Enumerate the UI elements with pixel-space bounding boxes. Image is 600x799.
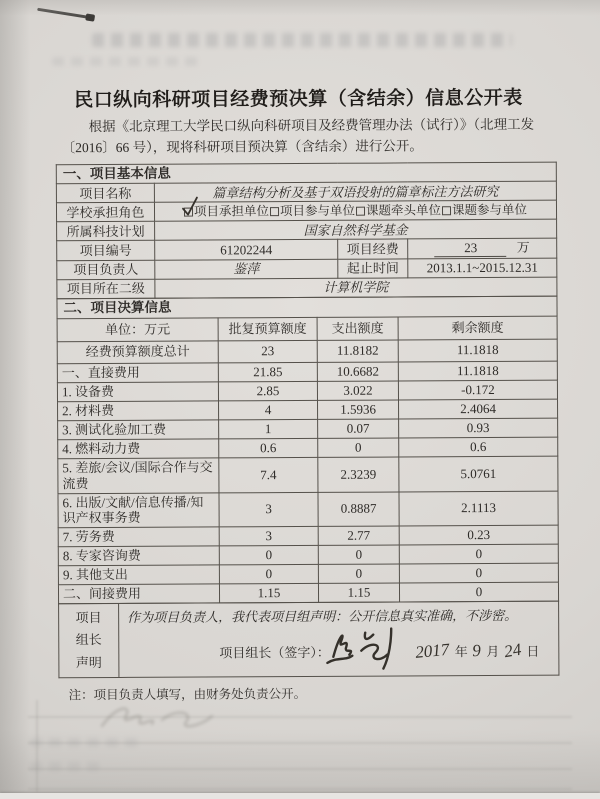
- row-school-role: [56, 201, 556, 223]
- row-label: 8. 专家咨询费: [58, 546, 219, 566]
- checkbox-unchecked: [270, 207, 279, 216]
- cell-spent: 0: [318, 564, 399, 583]
- cell-remaining: 0: [399, 563, 558, 583]
- role-option-label: 项目承担单位: [193, 204, 270, 219]
- cell-remaining: 2.1113: [399, 491, 558, 527]
- declaration-label: [59, 604, 119, 678]
- cell-approved: 0.6: [219, 438, 318, 458]
- project-funds-label: 项目经费: [338, 239, 408, 259]
- role-option-topic-lead: [356, 203, 441, 219]
- school-role-label: 学校承担角色: [56, 203, 154, 223]
- cell-approved: 2.85: [218, 381, 317, 401]
- cell-spent: 0: [318, 438, 399, 457]
- cell-spent: 1.5936: [318, 400, 399, 419]
- cell-spent: 2.77: [318, 526, 399, 545]
- project-name-label: 项目名称: [56, 184, 154, 204]
- row-label: 一、直接费用: [57, 363, 218, 383]
- budget-row-materials: [58, 399, 558, 421]
- cell-spent: 3.022: [317, 381, 398, 400]
- budget-row-equipment: [57, 380, 557, 402]
- funds-unit: 万: [516, 240, 530, 256]
- cell-remaining: 0: [399, 582, 558, 602]
- funds-amount: 23: [435, 240, 507, 257]
- year-suffix: 年: [454, 643, 468, 659]
- project-funds-value: [408, 239, 557, 260]
- cell-approved: 7.4: [219, 457, 318, 492]
- declaration-label-line: 声明: [75, 655, 102, 671]
- cell-remaining: 0.6: [399, 437, 558, 457]
- budget-row-direct: [57, 361, 557, 383]
- section2-header-row: [57, 296, 557, 318]
- col-spent: 支出额度: [317, 317, 398, 340]
- period-value: 2013.1.1~2015.12.31: [408, 258, 557, 278]
- project-number-label: 项目编号: [57, 241, 155, 261]
- role-option-undertaker: [184, 204, 269, 220]
- budget-row-total: [57, 339, 557, 364]
- month-suffix: 月: [486, 643, 500, 659]
- cell-remaining: 11.1818: [398, 361, 557, 381]
- cell-remaining: -0.172: [398, 380, 557, 400]
- handwritten-date: [416, 640, 545, 661]
- sign-label: 项目组长（签字）：: [219, 645, 330, 661]
- form-tables: [56, 162, 559, 704]
- project-number-value: 61202244: [155, 240, 338, 261]
- role-option-label: 课题牵头单位: [365, 203, 442, 218]
- project-leader-label: 项目负责人: [57, 261, 155, 281]
- cell-remaining: 11.1818: [398, 339, 557, 362]
- paper-edge-bottom: [0, 793, 600, 799]
- checkbox-unchecked: [442, 206, 451, 215]
- declaration-row: [59, 601, 559, 678]
- cell-remaining: 5.0761: [399, 456, 558, 492]
- cell-remaining: 0.23: [399, 525, 558, 545]
- cell-approved: 3: [219, 527, 318, 547]
- cell-spent: 0: [318, 545, 399, 564]
- row-label: 2. 材料费: [58, 401, 219, 421]
- cell-approved: 3: [219, 492, 318, 527]
- budget-row-consulting: [58, 544, 558, 566]
- declaration-label-line: 组长: [75, 632, 102, 648]
- cell-spent: 2.3239: [318, 457, 399, 492]
- science-plan-value: 国家自然科学基金: [155, 220, 557, 241]
- date-month: 9: [472, 640, 482, 660]
- section1-header-row: [56, 162, 556, 184]
- row-label: 3. 测试化验加工费: [58, 420, 219, 440]
- role-option-label: 项目参与单位: [279, 203, 356, 218]
- checkbox-unchecked: [356, 207, 365, 216]
- period-label: 起止时间: [338, 259, 408, 278]
- col-remaining: 剩余额度: [398, 316, 557, 340]
- cell-approved: 1: [219, 419, 318, 439]
- signature-handwriting: [319, 623, 414, 673]
- cell-spent: 0.8887: [318, 491, 399, 526]
- photo-shadow-left: [0, 0, 30, 799]
- row-label: 9. 其他支出: [58, 565, 219, 585]
- cell-remaining: 0: [399, 544, 558, 564]
- cell-approved: 1.15: [219, 584, 318, 604]
- budget-column-header-row: [57, 316, 557, 342]
- page-title: 民口纵向科研项目经费预决算（含结余）信息公开表: [74, 87, 523, 112]
- intro-line-2: 〔2016〕66 号），现将科研项目预决算（含结余）进行公开。: [61, 138, 423, 156]
- declaration-content: [119, 601, 559, 677]
- role-option-topic-participant: [442, 203, 527, 219]
- bleedthrough-line: [28, 716, 572, 718]
- row-label: 4. 燃料动力费: [58, 439, 219, 459]
- cell-approved: 4: [219, 400, 318, 420]
- cell-spent: 1.15: [318, 583, 399, 602]
- row-label: 6. 出版/文献/信息传播/知识产权事务费: [58, 492, 219, 528]
- role-options-group: [159, 203, 552, 220]
- date-year: 2017: [414, 639, 451, 662]
- declaration-statement: 作为项目负责人，我代表项目组声明：公开信息真实准确，不涉密。: [127, 608, 518, 626]
- department-value: 计算机学院: [155, 277, 557, 298]
- checkmark-icon: [180, 195, 200, 217]
- role-option-participant: [270, 204, 355, 220]
- row-leader-period: [57, 258, 557, 280]
- day-suffix: 日: [526, 643, 540, 659]
- cell-approved: 0: [219, 565, 318, 585]
- cell-remaining: 2.4064: [399, 399, 558, 419]
- row-label: 二、间接费用: [58, 584, 219, 604]
- budget-row-publication: [58, 491, 558, 528]
- department-label: 项目所在二级: [57, 280, 155, 300]
- row-project-name: [56, 182, 556, 204]
- cell-remaining: 0.93: [399, 418, 558, 438]
- photo-shadow-bottom: [0, 729, 600, 799]
- declaration-label-line: 项目: [75, 609, 102, 625]
- section1-title: 一、项目基本信息: [56, 162, 556, 184]
- school-role-options: [154, 201, 556, 222]
- row-label: 7. 劳务费: [58, 527, 219, 547]
- row-science-plan: [57, 220, 557, 242]
- budget-row-other: [58, 563, 558, 585]
- row-label: 5. 差旅/会议/国际合作与交流费: [58, 458, 219, 494]
- budget-row-labor: [58, 525, 558, 547]
- col-unit: 单位：万元: [57, 318, 218, 342]
- intro-line-1: 根据《北京理工大学民口纵向科研项目及经费管理办法（试行）》（北理工发: [88, 116, 535, 135]
- cell-approved: 21.85: [218, 362, 317, 382]
- intro-paragraph: [62, 115, 540, 159]
- row-number-funds: [57, 239, 557, 261]
- row-label: 1. 设备费: [57, 382, 218, 402]
- section2-title: 二、项目决算信息: [57, 296, 557, 318]
- cell-approved: 23: [218, 340, 317, 363]
- role-option-label: 课题参与单位: [451, 202, 528, 218]
- date-day: 24: [502, 639, 523, 661]
- budget-row-travel: [58, 456, 558, 493]
- col-approved: 批复预算额度: [218, 317, 317, 341]
- declaration-table: [58, 601, 559, 679]
- row-label: 经费预算额度总计: [57, 341, 218, 364]
- photo-shadow-top: [0, 0, 600, 16]
- budget-row-fuel-power: [58, 437, 558, 459]
- project-leader-value: 鉴萍: [155, 260, 338, 280]
- budget-row-testing: [58, 418, 558, 440]
- science-plan-label: 所属科技计划: [57, 222, 155, 242]
- cell-spent: 11.8182: [317, 340, 398, 362]
- basic-info-table: [56, 162, 558, 300]
- cell-approved: 0: [219, 546, 318, 566]
- budget-table: [56, 296, 559, 605]
- cell-spent: 10.6682: [317, 362, 398, 381]
- cell-spent: 0.07: [318, 419, 399, 438]
- project-name-value: 篇章结构分析及基于双语投射的篇章标注方法研究: [154, 182, 556, 203]
- footnote: 注：项目负责人填写，由财务处负责公开。: [68, 687, 307, 703]
